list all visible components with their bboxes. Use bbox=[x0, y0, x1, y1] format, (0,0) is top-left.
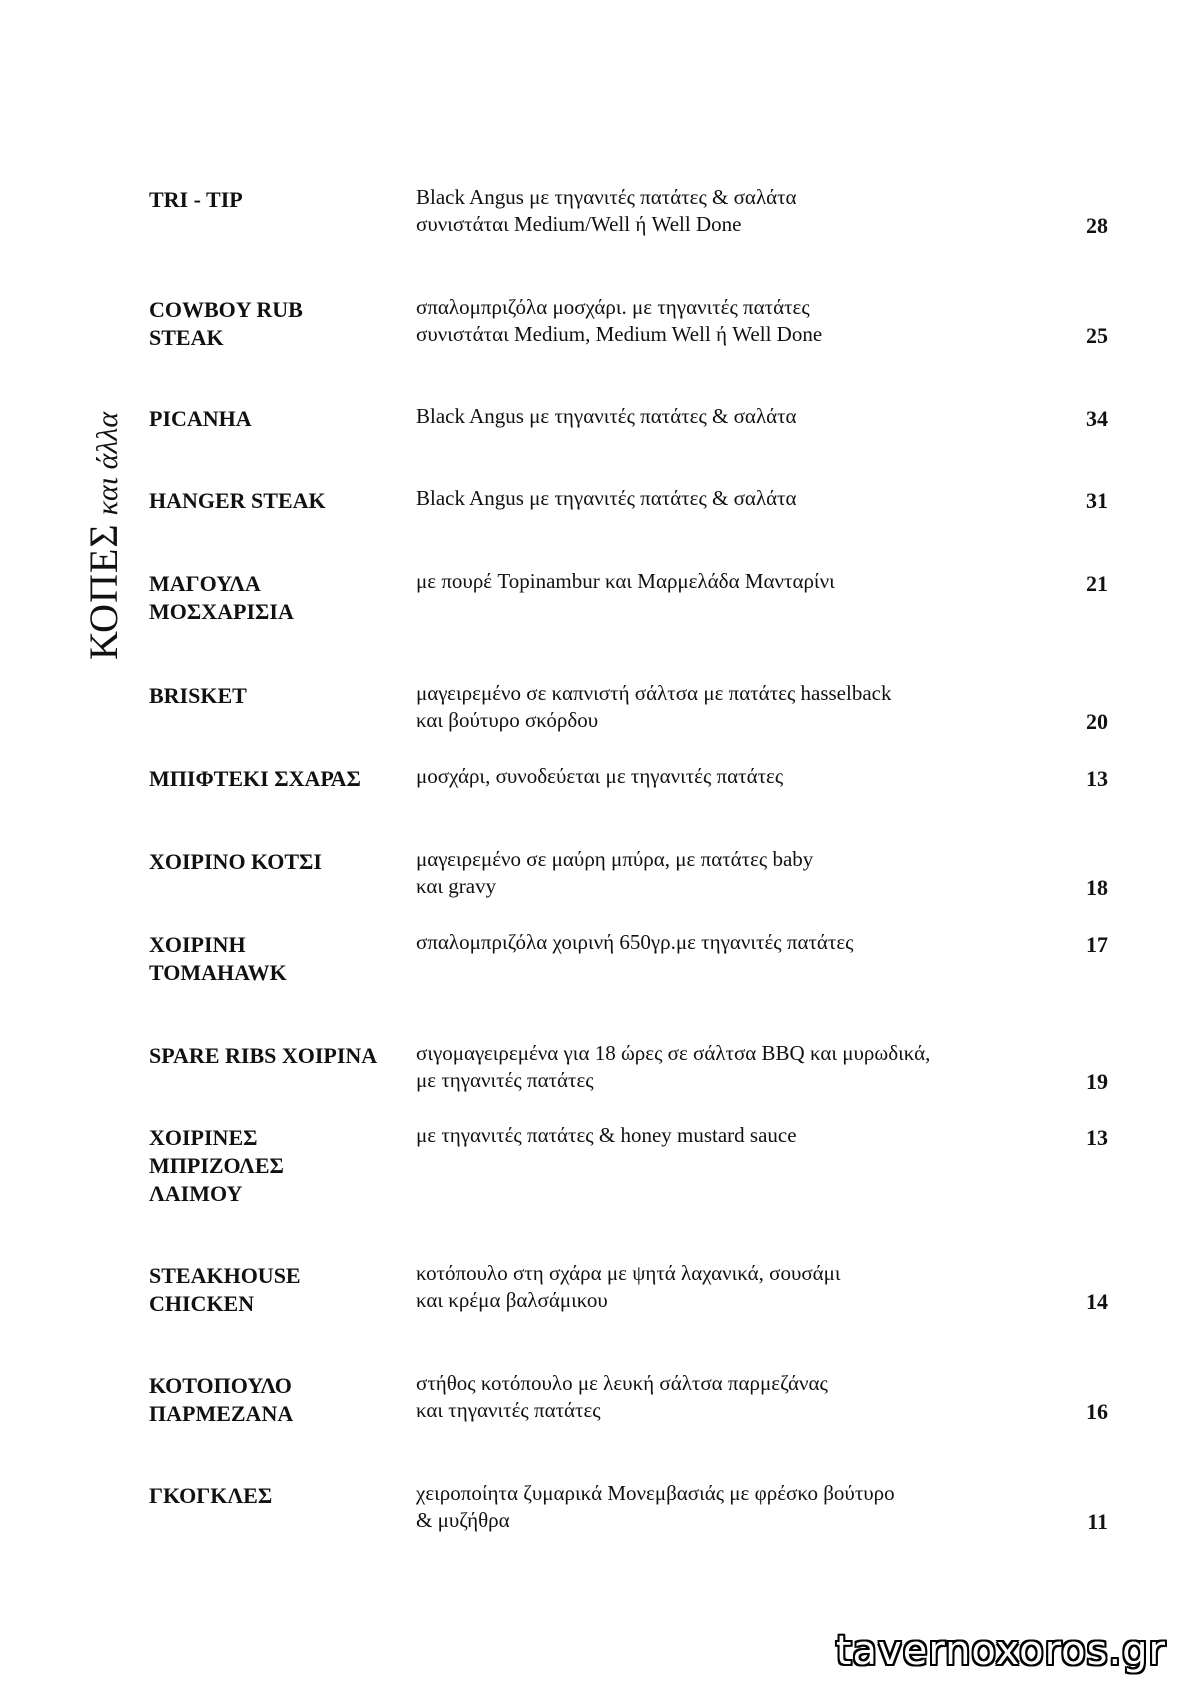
item-description-line: και τηγανιτές πατάτες bbox=[416, 1398, 601, 1422]
item-description-line: με τηγανιτές πατάτες bbox=[416, 1068, 594, 1092]
item-description-line: και κρέμα βαλσάμικου bbox=[416, 1288, 608, 1312]
item-name-line: STEAKHOUSE bbox=[149, 1263, 301, 1288]
item-name-line: ΠΑΡΜΕΖΑΝΑ bbox=[149, 1401, 294, 1426]
item-description-line: και βούτυρο σκόρδου bbox=[416, 708, 599, 732]
item-name-line: HANGER STEAK bbox=[149, 488, 326, 513]
item-description bbox=[416, 1260, 1016, 1314]
item-name-line: TRI - TIP bbox=[149, 187, 243, 212]
item-price: 19 bbox=[1086, 1069, 1108, 1094]
item-name bbox=[149, 682, 409, 710]
item-description-line: στήθος κοτόπουλο με λευκή σάλτσα παρμεζάνας bbox=[416, 1371, 828, 1395]
item-name bbox=[149, 1262, 409, 1318]
item-name-line: ΛΑΙΜΟΥ bbox=[149, 1181, 243, 1206]
item-price: 31 bbox=[1086, 488, 1108, 513]
item-name bbox=[149, 570, 409, 626]
item-description bbox=[416, 846, 1016, 900]
item-description bbox=[416, 485, 1016, 512]
item-description-line: μαγειρεμένο σε μαύρη μπύρα, με πατάτες baby bbox=[416, 847, 814, 871]
item-price: 13 bbox=[1086, 766, 1108, 791]
item-description bbox=[416, 1040, 1016, 1094]
item-name bbox=[149, 765, 409, 793]
item-description-line: σπαλομπριζόλα χοιρινή 650γρ.με τηγανιτές πατάτες bbox=[416, 930, 854, 954]
item-description-line: Black Angus με τηγανιτές πατάτες & σαλάτα bbox=[416, 486, 797, 510]
item-name-line: ΧΟΙΡΙΝΗ bbox=[149, 932, 246, 957]
item-price: 13 bbox=[1086, 1125, 1108, 1150]
item-price: 17 bbox=[1086, 932, 1108, 957]
item-description bbox=[416, 1480, 1016, 1534]
item-name-line: ΜΑΓΟΥΛΑ bbox=[149, 571, 261, 596]
section-title-main: ΚΟΠΕΣ bbox=[81, 523, 126, 660]
item-description-line: σπαλομπριζόλα μοσχάρι. με τηγανιτές πατάτες bbox=[416, 295, 810, 319]
item-description bbox=[416, 929, 1016, 956]
item-price: 11 bbox=[1087, 1509, 1108, 1534]
item-price: 16 bbox=[1086, 1399, 1108, 1424]
watermark: tavernoxoros.gr bbox=[835, 1628, 1166, 1674]
item-description-line: σιγομαγειρεμένα για 18 ώρες σε σάλτσα BBQ και μυρωδικά, bbox=[416, 1041, 931, 1065]
item-description bbox=[416, 1370, 1016, 1424]
item-name bbox=[149, 296, 409, 352]
item-name-line: SPARE RIBS ΧΟΙΡΙΝΑ bbox=[149, 1043, 378, 1068]
item-name bbox=[149, 487, 409, 515]
item-name bbox=[149, 1372, 409, 1428]
item-price: 21 bbox=[1086, 571, 1108, 596]
item-description bbox=[416, 568, 1016, 595]
item-name bbox=[149, 931, 409, 987]
section-title bbox=[80, 370, 140, 660]
item-description bbox=[416, 294, 1016, 348]
section-title-sub: και άλλα bbox=[91, 411, 124, 516]
item-name-line: ΜΠΙΦΤΕΚΙ ΣΧΑΡΑΣ bbox=[149, 766, 361, 791]
item-name bbox=[149, 848, 409, 876]
item-description-line: και gravy bbox=[416, 874, 497, 898]
item-name-line: ΜΠΡΙΖΟΛΕΣ bbox=[149, 1153, 284, 1178]
item-description bbox=[416, 680, 1016, 734]
item-description-line: κοτόπουλο στη σχάρα με ψητά λαχανικά, σουσάμι bbox=[416, 1261, 841, 1285]
item-name-line: TOMAHAWK bbox=[149, 960, 287, 985]
item-description-line: μαγειρεμένο σε καπνιστή σάλτσα με πατάτες hasselback bbox=[416, 681, 892, 705]
item-name bbox=[149, 405, 409, 433]
item-description bbox=[416, 1122, 1016, 1149]
item-name-line: BRISKET bbox=[149, 683, 247, 708]
item-description-line: με πουρέ Topinambur και Μαρμελάδα Μανταρίνι bbox=[416, 569, 835, 593]
item-price: 18 bbox=[1086, 875, 1108, 900]
item-description-line: με τηγανιτές πατάτες & honey mustard sauce bbox=[416, 1123, 797, 1147]
item-name bbox=[149, 186, 409, 214]
item-name bbox=[149, 1042, 409, 1070]
item-description-line: & μυζήθρα bbox=[416, 1508, 510, 1532]
item-name-line: STEAK bbox=[149, 325, 224, 350]
item-price: 20 bbox=[1086, 709, 1108, 734]
item-description bbox=[416, 403, 1016, 430]
item-name-line: PICANHA bbox=[149, 406, 252, 431]
item-name-line: ΜΟΣΧΑΡΙΣΙΑ bbox=[149, 599, 294, 624]
item-name-line: CHICKEN bbox=[149, 1291, 255, 1316]
item-price: 25 bbox=[1086, 323, 1108, 348]
item-name bbox=[149, 1482, 409, 1510]
item-price: 28 bbox=[1086, 213, 1108, 238]
item-description-line: μοσχάρι, συνοδεύεται με τηγανιτές πατάτες bbox=[416, 764, 784, 788]
item-name-line: ΧΟΙΡΙΝΟ ΚΟΤΣΙ bbox=[149, 849, 322, 874]
item-name-line: ΓΚΟΓΚΛΕΣ bbox=[149, 1483, 273, 1508]
item-description-line: Black Angus με τηγανιτές πατάτες & σαλάτα bbox=[416, 185, 797, 209]
item-description-line: συνιστάται Medium, Medium Well ή Well Done bbox=[416, 322, 823, 346]
item-description-line: συνιστάται Medium/Well ή Well Done bbox=[416, 212, 742, 236]
item-price: 14 bbox=[1086, 1289, 1108, 1314]
item-description-line: Black Angus με τηγανιτές πατάτες & σαλάτα bbox=[416, 404, 797, 428]
item-name-line: ΧΟΙΡΙΝΕΣ bbox=[149, 1125, 258, 1150]
item-name bbox=[149, 1124, 409, 1208]
item-price: 34 bbox=[1086, 406, 1108, 431]
item-description-line: χειροποίητα ζυμαρικά Μονεμβασιάς με φρέσκο βούτυρο bbox=[416, 1481, 895, 1505]
item-name-line: COWBOY RUB bbox=[149, 297, 303, 322]
item-description bbox=[416, 763, 1016, 790]
item-name-line: ΚΟΤΟΠΟΥΛΟ bbox=[149, 1373, 292, 1398]
item-description bbox=[416, 184, 1016, 238]
